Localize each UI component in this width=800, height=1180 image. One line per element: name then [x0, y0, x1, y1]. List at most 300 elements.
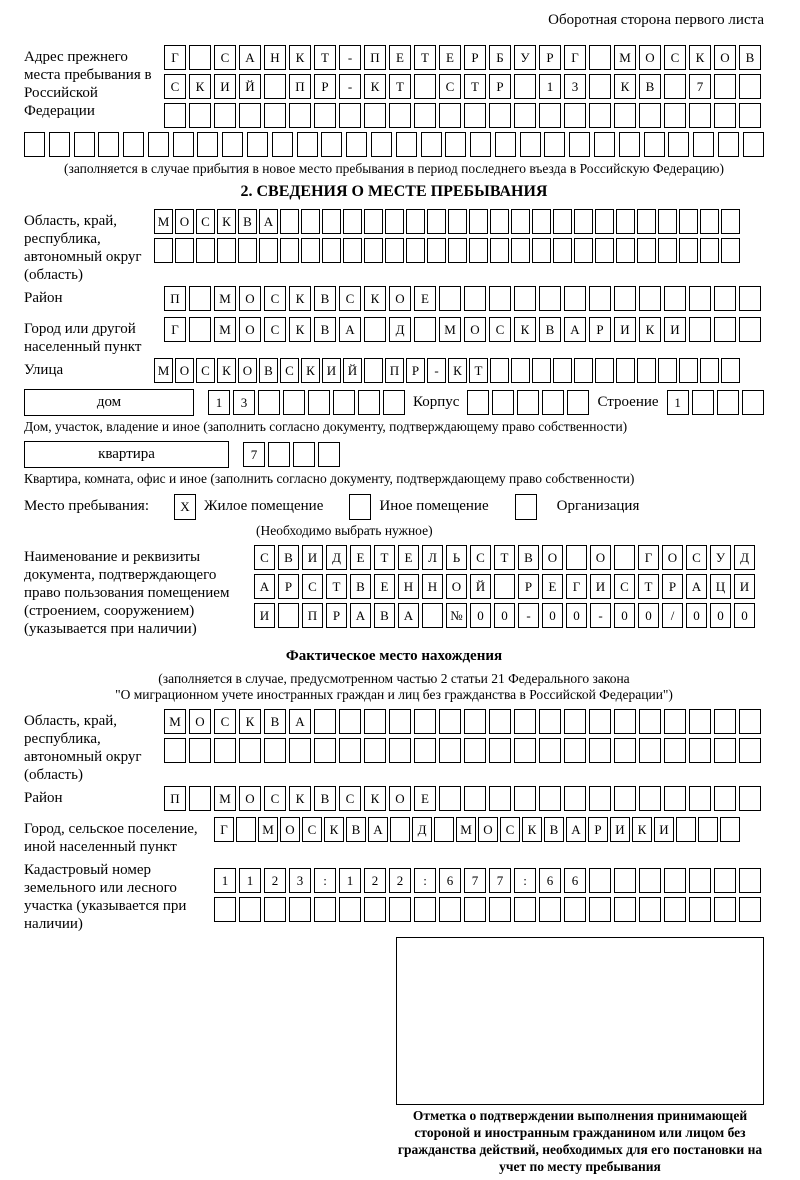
char-box[interactable] — [364, 709, 386, 734]
char-box[interactable] — [173, 132, 194, 157]
char-box[interactable]: 1 — [339, 868, 361, 893]
char-box[interactable] — [439, 897, 461, 922]
char-box[interactable]: М — [214, 286, 236, 311]
char-box[interactable]: Д — [412, 817, 432, 842]
char-box[interactable] — [189, 738, 211, 763]
char-box[interactable] — [364, 358, 383, 383]
char-box[interactable]: 2 — [389, 868, 411, 893]
char-box[interactable]: Й — [343, 358, 362, 383]
char-box[interactable] — [714, 786, 736, 811]
char-box[interactable]: А — [566, 817, 586, 842]
char-box[interactable] — [239, 103, 261, 128]
char-box[interactable] — [721, 238, 740, 263]
char-box[interactable] — [542, 390, 564, 415]
char-box[interactable] — [217, 238, 236, 263]
char-box[interactable]: Й — [470, 574, 491, 599]
char-box[interactable] — [614, 897, 636, 922]
char-box[interactable] — [564, 897, 586, 922]
char-box[interactable] — [272, 132, 293, 157]
char-box[interactable] — [339, 738, 361, 763]
char-box[interactable] — [511, 209, 530, 234]
char-box[interactable] — [544, 132, 565, 157]
char-box[interactable] — [564, 709, 586, 734]
char-box[interactable] — [490, 238, 509, 263]
char-box[interactable] — [98, 132, 119, 157]
char-box[interactable]: Г — [164, 45, 186, 70]
char-box[interactable]: Н — [398, 574, 419, 599]
char-box[interactable]: П — [164, 786, 186, 811]
char-box[interactable] — [739, 786, 761, 811]
char-box[interactable]: Е — [374, 574, 395, 599]
char-box[interactable]: О — [389, 286, 411, 311]
char-box[interactable]: Р — [464, 45, 486, 70]
char-box[interactable] — [164, 738, 186, 763]
char-box[interactable]: М — [214, 786, 236, 811]
char-box[interactable]: М — [214, 317, 236, 342]
char-box[interactable] — [490, 358, 509, 383]
char-box[interactable] — [689, 897, 711, 922]
char-box[interactable] — [714, 868, 736, 893]
char-box[interactable]: К — [632, 817, 652, 842]
char-box[interactable] — [414, 317, 436, 342]
char-box[interactable]: О — [238, 358, 257, 383]
char-box[interactable] — [589, 103, 611, 128]
char-box[interactable] — [689, 709, 711, 734]
char-box[interactable]: 0 — [638, 603, 659, 628]
char-box[interactable] — [189, 286, 211, 311]
char-box[interactable]: П — [385, 358, 404, 383]
char-box[interactable]: М — [154, 209, 173, 234]
char-box[interactable]: О — [239, 786, 261, 811]
char-box[interactable] — [414, 74, 436, 99]
char-box[interactable]: К — [289, 286, 311, 311]
char-box[interactable] — [258, 390, 280, 415]
char-box[interactable]: А — [239, 45, 261, 70]
char-box[interactable] — [664, 738, 686, 763]
char-box[interactable] — [489, 286, 511, 311]
char-box[interactable] — [333, 390, 355, 415]
char-box[interactable] — [718, 132, 739, 157]
char-box[interactable] — [175, 238, 194, 263]
char-box[interactable]: № — [446, 603, 467, 628]
char-box[interactable] — [553, 358, 572, 383]
char-box[interactable] — [448, 238, 467, 263]
char-box[interactable]: Р — [406, 358, 425, 383]
char-box[interactable] — [154, 238, 173, 263]
char-box[interactable]: В — [238, 209, 257, 234]
char-box[interactable]: Р — [662, 574, 683, 599]
char-box[interactable] — [700, 358, 719, 383]
char-box[interactable] — [427, 209, 446, 234]
char-box[interactable]: О — [189, 709, 211, 734]
char-box[interactable] — [689, 103, 711, 128]
char-box[interactable] — [314, 738, 336, 763]
char-box[interactable]: И — [614, 317, 636, 342]
char-box[interactable] — [469, 209, 488, 234]
char-box[interactable]: К — [448, 358, 467, 383]
char-box[interactable] — [264, 897, 286, 922]
char-box[interactable] — [739, 74, 761, 99]
char-box[interactable] — [489, 897, 511, 922]
char-box[interactable]: 6 — [564, 868, 586, 893]
char-box[interactable] — [301, 209, 320, 234]
char-box[interactable] — [421, 132, 442, 157]
char-box[interactable]: С — [196, 358, 215, 383]
char-box[interactable] — [714, 74, 736, 99]
char-box[interactable]: В — [278, 545, 299, 570]
char-box[interactable]: П — [289, 74, 311, 99]
char-box[interactable] — [214, 738, 236, 763]
char-box[interactable] — [321, 132, 342, 157]
char-box[interactable]: С — [614, 574, 635, 599]
char-box[interactable]: К — [364, 286, 386, 311]
char-box[interactable]: О — [175, 358, 194, 383]
char-box[interactable] — [289, 103, 311, 128]
char-box[interactable] — [448, 209, 467, 234]
char-box[interactable] — [539, 786, 561, 811]
char-box[interactable]: Ц — [710, 574, 731, 599]
char-box[interactable] — [739, 317, 761, 342]
char-box[interactable] — [301, 238, 320, 263]
char-box[interactable]: С — [470, 545, 491, 570]
char-box[interactable] — [595, 238, 614, 263]
char-box[interactable] — [322, 209, 341, 234]
char-box[interactable] — [514, 709, 536, 734]
char-box[interactable] — [664, 74, 686, 99]
char-box[interactable]: Ь — [446, 545, 467, 570]
char-box[interactable] — [644, 132, 665, 157]
char-box[interactable]: Г — [566, 574, 587, 599]
char-box[interactable] — [434, 817, 454, 842]
char-box[interactable] — [464, 103, 486, 128]
char-box[interactable] — [514, 103, 536, 128]
char-box[interactable]: И — [734, 574, 755, 599]
char-box[interactable] — [214, 103, 236, 128]
char-box[interactable] — [614, 786, 636, 811]
char-box[interactable]: Е — [542, 574, 563, 599]
char-box[interactable] — [664, 286, 686, 311]
char-box[interactable]: Д — [734, 545, 755, 570]
char-box[interactable] — [739, 286, 761, 311]
char-box[interactable]: Р — [539, 45, 561, 70]
char-box[interactable] — [532, 238, 551, 263]
char-box[interactable] — [714, 709, 736, 734]
char-box[interactable]: Г — [214, 817, 234, 842]
char-box[interactable] — [639, 103, 661, 128]
char-box[interactable]: Е — [350, 545, 371, 570]
char-box[interactable]: О — [239, 286, 261, 311]
char-box[interactable] — [742, 390, 764, 415]
char-box[interactable] — [239, 738, 261, 763]
char-box[interactable] — [595, 209, 614, 234]
char-box[interactable] — [197, 132, 218, 157]
char-box[interactable] — [679, 358, 698, 383]
char-box[interactable]: 1 — [239, 868, 261, 893]
char-box[interactable] — [539, 709, 561, 734]
char-box[interactable]: В — [264, 709, 286, 734]
char-box[interactable] — [297, 132, 318, 157]
char-box[interactable] — [739, 738, 761, 763]
char-box[interactable]: Г — [638, 545, 659, 570]
char-box[interactable]: : — [314, 868, 336, 893]
char-box[interactable] — [511, 238, 530, 263]
char-box[interactable] — [390, 817, 410, 842]
char-box[interactable] — [314, 897, 336, 922]
char-box[interactable] — [689, 868, 711, 893]
char-box[interactable]: А — [289, 709, 311, 734]
char-box[interactable] — [364, 897, 386, 922]
char-box[interactable] — [539, 738, 561, 763]
char-box[interactable] — [268, 442, 290, 467]
char-box[interactable] — [689, 786, 711, 811]
char-box[interactable]: С — [302, 574, 323, 599]
char-box[interactable]: Б — [489, 45, 511, 70]
char-box[interactable]: С — [264, 286, 286, 311]
char-box[interactable]: С — [164, 74, 186, 99]
char-box[interactable] — [280, 209, 299, 234]
char-box[interactable] — [743, 132, 764, 157]
char-box[interactable] — [700, 209, 719, 234]
char-box[interactable] — [364, 238, 383, 263]
char-box[interactable] — [389, 897, 411, 922]
char-box[interactable]: В — [259, 358, 278, 383]
char-box[interactable]: К — [689, 45, 711, 70]
char-box[interactable]: 0 — [734, 603, 755, 628]
char-box[interactable]: В — [544, 817, 564, 842]
char-box[interactable] — [364, 209, 383, 234]
char-box[interactable]: А — [254, 574, 275, 599]
char-box[interactable]: Д — [389, 317, 411, 342]
char-box[interactable] — [589, 897, 611, 922]
char-box[interactable] — [664, 786, 686, 811]
char-box[interactable]: Т — [464, 74, 486, 99]
char-box[interactable] — [339, 103, 361, 128]
char-box[interactable]: Т — [469, 358, 488, 383]
char-box[interactable] — [283, 390, 305, 415]
char-box[interactable]: - — [339, 74, 361, 99]
char-box[interactable] — [714, 317, 736, 342]
char-box[interactable] — [639, 709, 661, 734]
char-box[interactable]: С — [339, 286, 361, 311]
char-box[interactable]: В — [346, 817, 366, 842]
char-box[interactable] — [24, 132, 45, 157]
char-box[interactable] — [414, 103, 436, 128]
char-box[interactable]: С — [214, 45, 236, 70]
char-box[interactable]: М — [164, 709, 186, 734]
char-box[interactable]: 7 — [689, 74, 711, 99]
char-box[interactable] — [639, 286, 661, 311]
char-box[interactable]: Е — [414, 786, 436, 811]
char-box[interactable]: 1 — [208, 390, 230, 415]
char-box[interactable]: Р — [589, 317, 611, 342]
char-box[interactable] — [589, 286, 611, 311]
char-box[interactable]: 6 — [439, 868, 461, 893]
char-box[interactable] — [289, 738, 311, 763]
char-box[interactable] — [569, 132, 590, 157]
char-box[interactable] — [614, 868, 636, 893]
char-box[interactable]: : — [414, 868, 436, 893]
char-box[interactable] — [427, 238, 446, 263]
char-box[interactable] — [364, 317, 386, 342]
char-box[interactable]: 6 — [539, 868, 561, 893]
char-box[interactable]: 0 — [470, 603, 491, 628]
char-box[interactable]: К — [289, 786, 311, 811]
char-box[interactable]: С — [254, 545, 275, 570]
char-box[interactable]: О — [389, 786, 411, 811]
char-box[interactable] — [264, 74, 286, 99]
char-box[interactable]: А — [259, 209, 278, 234]
char-box[interactable]: 0 — [614, 603, 635, 628]
char-box[interactable]: К — [301, 358, 320, 383]
char-box[interactable] — [422, 603, 443, 628]
char-box[interactable] — [698, 817, 718, 842]
char-box[interactable]: 0 — [494, 603, 515, 628]
char-box[interactable] — [445, 132, 466, 157]
char-box[interactable]: Р — [518, 574, 539, 599]
char-box[interactable]: 1 — [667, 390, 689, 415]
char-box[interactable] — [470, 132, 491, 157]
char-box[interactable]: С — [280, 358, 299, 383]
char-box[interactable]: К — [239, 709, 261, 734]
char-box[interactable]: Т — [494, 545, 515, 570]
char-box[interactable] — [467, 390, 489, 415]
char-box[interactable]: О — [478, 817, 498, 842]
char-box[interactable]: Н — [422, 574, 443, 599]
char-box[interactable]: : — [514, 868, 536, 893]
char-box[interactable] — [439, 103, 461, 128]
char-box[interactable] — [74, 132, 95, 157]
char-box[interactable] — [259, 238, 278, 263]
char-box[interactable]: А — [564, 317, 586, 342]
char-box[interactable] — [189, 103, 211, 128]
char-box[interactable] — [595, 358, 614, 383]
char-box[interactable] — [639, 897, 661, 922]
char-box[interactable] — [520, 132, 541, 157]
char-box[interactable]: У — [710, 545, 731, 570]
char-box[interactable] — [439, 786, 461, 811]
char-box[interactable] — [49, 132, 70, 157]
char-box[interactable]: 0 — [686, 603, 707, 628]
char-box[interactable] — [396, 132, 417, 157]
char-box[interactable]: С — [302, 817, 322, 842]
char-box[interactable] — [564, 103, 586, 128]
char-box[interactable]: П — [164, 286, 186, 311]
char-box[interactable]: 1 — [539, 74, 561, 99]
char-box[interactable] — [689, 738, 711, 763]
char-box[interactable]: О — [639, 45, 661, 70]
char-box[interactable] — [289, 897, 311, 922]
char-box[interactable]: Т — [414, 45, 436, 70]
char-box[interactable] — [339, 709, 361, 734]
char-box[interactable] — [637, 358, 656, 383]
char-box[interactable]: Д — [326, 545, 347, 570]
char-box[interactable] — [589, 786, 611, 811]
char-box[interactable]: Т — [389, 74, 411, 99]
char-box[interactable]: И — [214, 74, 236, 99]
char-box[interactable] — [385, 209, 404, 234]
char-box[interactable]: Г — [564, 45, 586, 70]
char-box[interactable] — [439, 738, 461, 763]
char-box[interactable] — [464, 738, 486, 763]
char-box[interactable]: И — [322, 358, 341, 383]
char-box[interactable]: - — [339, 45, 361, 70]
char-box[interactable]: Т — [314, 45, 336, 70]
char-box[interactable] — [574, 238, 593, 263]
checkbox-organization[interactable] — [515, 494, 537, 520]
char-box[interactable]: К — [289, 45, 311, 70]
char-box[interactable] — [514, 786, 536, 811]
char-box[interactable] — [553, 238, 572, 263]
char-box[interactable] — [564, 786, 586, 811]
char-box[interactable] — [714, 286, 736, 311]
char-box[interactable]: В — [739, 45, 761, 70]
char-box[interactable] — [439, 286, 461, 311]
char-box[interactable] — [594, 132, 615, 157]
char-box[interactable] — [721, 209, 740, 234]
char-box[interactable]: М — [154, 358, 173, 383]
char-box[interactable] — [514, 74, 536, 99]
char-box[interactable]: Е — [414, 286, 436, 311]
char-box[interactable] — [464, 897, 486, 922]
char-box[interactable]: 0 — [710, 603, 731, 628]
char-box[interactable] — [614, 286, 636, 311]
char-box[interactable]: М — [456, 817, 476, 842]
char-box[interactable] — [658, 358, 677, 383]
char-box[interactable] — [739, 709, 761, 734]
char-box[interactable]: О — [542, 545, 563, 570]
char-box[interactable]: К — [614, 74, 636, 99]
char-box[interactable]: И — [610, 817, 630, 842]
char-box[interactable] — [539, 103, 561, 128]
char-box[interactable]: Л — [422, 545, 443, 570]
char-box[interactable] — [676, 817, 696, 842]
char-box[interactable] — [469, 238, 488, 263]
char-box[interactable] — [364, 738, 386, 763]
char-box[interactable] — [322, 238, 341, 263]
char-box[interactable] — [364, 103, 386, 128]
char-box[interactable] — [637, 209, 656, 234]
char-box[interactable] — [574, 358, 593, 383]
char-box[interactable]: Р — [278, 574, 299, 599]
char-box[interactable] — [739, 868, 761, 893]
char-box[interactable]: С — [264, 786, 286, 811]
char-box[interactable]: 0 — [542, 603, 563, 628]
char-box[interactable] — [739, 897, 761, 922]
char-box[interactable]: О — [590, 545, 611, 570]
char-box[interactable] — [679, 238, 698, 263]
char-box[interactable] — [406, 209, 425, 234]
char-box[interactable]: В — [374, 603, 395, 628]
char-box[interactable]: А — [339, 317, 361, 342]
char-box[interactable] — [339, 897, 361, 922]
char-box[interactable]: С — [214, 709, 236, 734]
char-box[interactable] — [489, 709, 511, 734]
char-box[interactable]: Р — [314, 74, 336, 99]
char-box[interactable]: К — [364, 786, 386, 811]
char-box[interactable] — [589, 709, 611, 734]
char-box[interactable]: О — [239, 317, 261, 342]
char-box[interactable] — [720, 817, 740, 842]
char-box[interactable] — [123, 132, 144, 157]
char-box[interactable]: Т — [638, 574, 659, 599]
char-box[interactable]: С — [686, 545, 707, 570]
char-box[interactable] — [616, 238, 635, 263]
char-box[interactable] — [564, 738, 586, 763]
char-box[interactable]: - — [590, 603, 611, 628]
char-box[interactable]: 3 — [233, 390, 255, 415]
char-box[interactable]: - — [427, 358, 446, 383]
char-box[interactable] — [511, 358, 530, 383]
